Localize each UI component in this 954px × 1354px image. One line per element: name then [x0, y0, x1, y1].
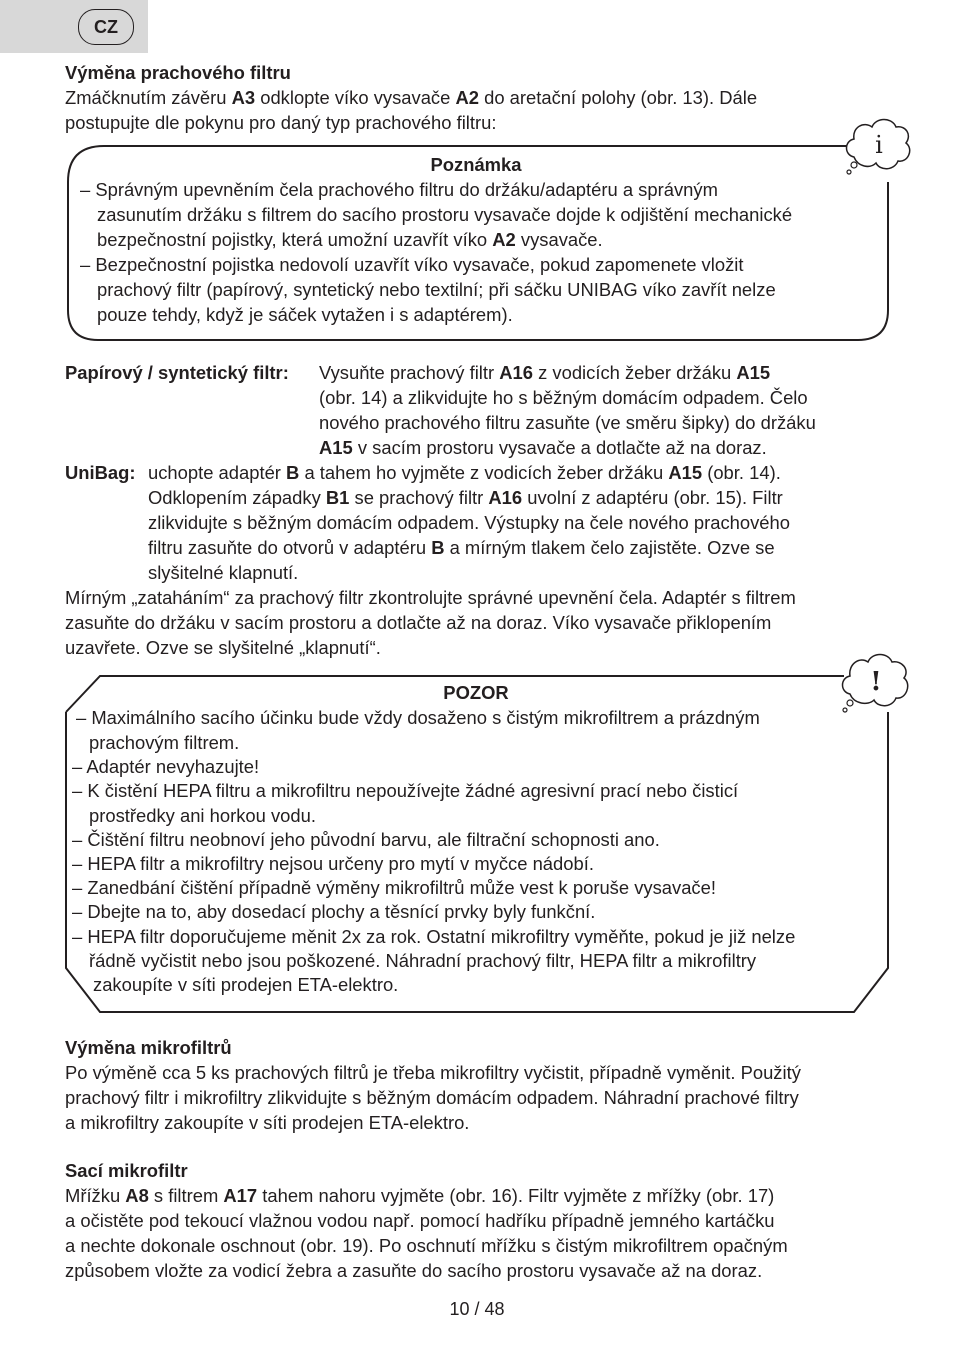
paper-filter-line-3: nového prachového filtru zasuňte (ve směru šipky) do držáku — [319, 412, 816, 433]
note-item-2-line-2: prachový filtr (papírový, syntetický nebo textilní; při sáčku UNIBAG víko zavřít nelze — [97, 279, 776, 300]
paper-filter-label: Papírový / syntetický filtr: — [65, 362, 289, 383]
warning-line-8: – Zanedbání čištění případně výměny mikrofiltrů může vest k poruše vysavače! — [72, 877, 716, 898]
unibag-label: UniBag: — [65, 462, 136, 483]
section-heading-suction-microfilter: Sací mikrofiltr — [65, 1160, 188, 1181]
warning-line-3: – Adaptér nevyhazujte! — [72, 756, 260, 777]
note-title: Poznámka — [430, 154, 522, 175]
warning-line-10: – HEPA filtr doporučujeme měnit 2x za rok. Ostatní mikrofiltry vyměňte, pokud je již nelze — [72, 926, 796, 947]
paper-filter-line-1: Vysuňte prachový filtr A16 z vodicích žeber držáku A15 — [319, 362, 771, 383]
unibag-line-3: zlikvidujte s běžným domácím odpadem. Výstupky na čele nového prachového — [148, 512, 790, 533]
microfilter-line-3: a mikrofiltry zakoupíte v síti prodejen ETA-elektro. — [65, 1112, 470, 1133]
language-badge: CZ — [78, 9, 134, 45]
warning-line-6: – Čištění filtru neobnoví jeho původní barvu, ale filtrační schopnosti ano. — [72, 829, 660, 850]
section-heading-dust-filter: Výměna prachového filtru — [65, 62, 291, 83]
note-item-2-line-1: – Bezpečnostní pojistka nedovolí uzavřít víko vysavače, pokud zapomenete vložit — [80, 254, 744, 275]
page-number: 10 / 48 — [449, 1299, 505, 1319]
note-item-1-line-2: zasunutím držáku s filtrem do sacího prostoru vysavače dojde k odjištění mechanické — [97, 204, 793, 225]
note-item-1-line-1: – Správným upevněním čela prachového filtru do držáku/adaptéru a správným — [80, 179, 718, 200]
unibag-line-2: Odklopením západky B1 se prachový filtr A16 uvolní z adaptéru (obr. 15). Filtr — [148, 487, 783, 508]
warning-line-7: – HEPA filtr a mikrofiltry nejsou určeny pro mytí v myčce nádobí. — [72, 853, 594, 874]
suction-line-4: způsobem vložte za vodicí žebra a zasuňte do sacího prostoru vysavače až na doraz. — [65, 1260, 763, 1281]
microfilter-line-1: Po výměně cca 5 ks prachových filtrů je třeba mikrofiltry vyčistit, případně vyměnit. Použitý — [65, 1062, 801, 1083]
unibag-line-4: filtru zasuňte do otvorů v adaptéru B a mírným tlakem čelo zajistěte. Ozve se — [148, 537, 775, 558]
warning-line-11: řádně vyčistit nebo jsou poškozené. Náhradní prachový filtr, HEPA filtr a mikrofiltry — [89, 950, 757, 971]
suction-line-1: Mřížku A8 s filtrem A17 tahem nahoru vyjměte (obr. 16). Filtr vyjměte z mřížky (obr. 17) — [65, 1185, 775, 1206]
unibag-line-1: uchopte adaptér B a tahem ho vyjměte z vodicích žeber držáku A15 (obr. 14). — [148, 462, 781, 483]
warning-line-5: prostředky ani horkou vodu. — [89, 805, 316, 826]
svg-text:i: i — [875, 131, 883, 159]
section-heading-microfilter: Výměna mikrofiltrů — [65, 1037, 232, 1058]
suction-line-2: a očistěte pod tekoucí vlažnou vodou např. pomocí hadříku případně jemného kartáčku — [65, 1210, 775, 1231]
check-line-3: uzavřete. Ozve se slyšitelné „klapnutí“. — [65, 637, 381, 658]
note-item-2-line-3: pouze tehdy, když je sáček vytažen i s adaptérem). — [97, 304, 513, 325]
warning-line-1: – Maximálního sacího účinku bude vždy dosaženo s čistým mikrofiltrem a prázdným — [76, 707, 760, 728]
suction-line-3: a nechte dokonale oschnout (obr. 19). Po oschnutí mřížku s čistým mikrofiltrem opačným — [65, 1235, 788, 1256]
warning-line-2: prachovým filtrem. — [89, 732, 240, 753]
svg-text:!: ! — [870, 667, 882, 697]
intro-line-1: Zmáčknutím závěru A3 odklopte víko vysavače A2 do aretační polohy (obr. 13). Dále — [65, 87, 758, 108]
paper-filter-line-2: (obr. 14) a zlikvidujte ho s běžným domácím odpadem. Čelo — [319, 387, 808, 408]
microfilter-line-2: prachový filtr i mikrofiltry zlikvidujte s běžným domácím odpadem. Náhradní prachové filtry — [65, 1087, 799, 1108]
warning-title: POZOR — [443, 682, 509, 703]
note-item-1-line-3: bezpečnostní pojistky, která umožní uzavřít víko A2 vysavače. — [97, 229, 603, 250]
check-line-2: zasuňte do držáku v sacím prostoru a dotlačte až na doraz. Víko vysavače přiklopením — [65, 612, 772, 633]
warning-line-4: – K čistění HEPA filtru a mikrofiltru nepoužívejte žádné agresivní prací nebo čisticí — [72, 780, 739, 801]
warning-line-9: – Dbejte na to, aby dosedací plochy a těsnící prvky byly funkční. — [72, 901, 596, 922]
paper-filter-line-4: A15 v sacím prostoru vysavače a dotlačte až na doraz. — [319, 437, 767, 458]
check-line-1: Mírným „zataháním“ za prachový filtr zkontrolujte správné upevnění čela. Adaptér s filtrem — [65, 587, 796, 608]
warning-line-12: zakoupíte v síti prodejen ETA-elektro. — [93, 974, 399, 995]
intro-line-2: postupujte dle pokynu pro daný typ prachového filtru: — [65, 112, 497, 133]
unibag-line-5: slyšitelné klapnutí. — [148, 562, 299, 583]
